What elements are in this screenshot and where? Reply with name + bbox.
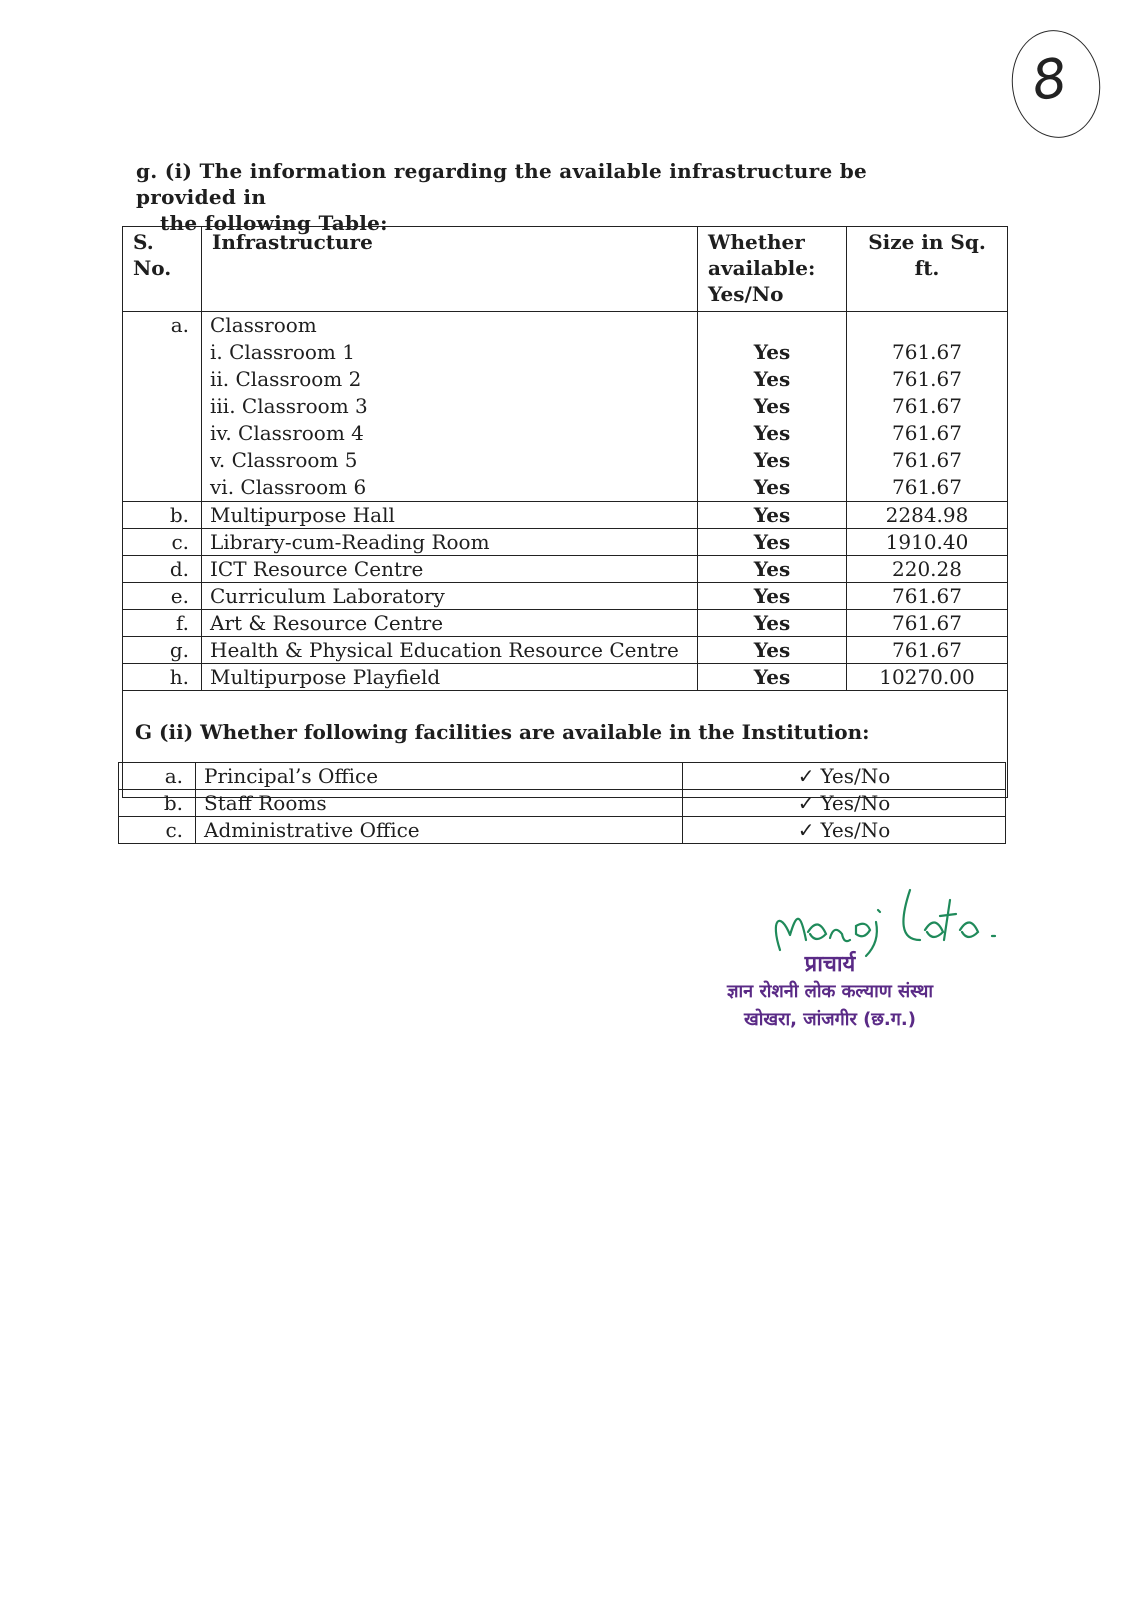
table-row (123, 664, 1008, 691)
header-available: Whether available: Yes/No (698, 227, 847, 312)
row-sno: h. (123, 664, 202, 691)
row-name: ICT Resource Centre (202, 556, 698, 583)
size-value: 761.67 (847, 637, 1008, 664)
facility-sno: c. (119, 817, 196, 844)
size-value: 1910.40 (847, 529, 1008, 556)
available-value: Yes (698, 664, 847, 691)
section-heading (136, 158, 966, 236)
facility-heading: G (ii) Whether following facilities are available in the Institution: (123, 691, 1008, 798)
classroom-item: i. Classroom 1 (210, 340, 355, 364)
size-value: 761.67 (847, 610, 1008, 637)
table-row (123, 610, 1008, 637)
available-value: Yes (753, 367, 791, 391)
row-name: Health & Physical Education Resource Centre (202, 637, 698, 664)
facility-value: Yes/No (820, 764, 891, 788)
page-number: 8 (1028, 45, 1071, 113)
facility-name: Administrative Office (196, 817, 683, 844)
facility-status (683, 790, 1006, 817)
size-value: 761.67 (892, 448, 962, 472)
heading-line-2: the following Table: (160, 211, 388, 235)
available-value: Yes (753, 448, 791, 472)
available-value: Yes (698, 502, 847, 529)
facility-row (119, 790, 1006, 817)
seal-title: प्राचार्य (804, 952, 856, 977)
row-sno: a. (123, 312, 202, 502)
size-value: 761.67 (892, 394, 962, 418)
facility-status (683, 763, 1006, 790)
classroom-item: ii. Classroom 2 (210, 367, 362, 391)
checkmark-icon: ✓ (797, 818, 815, 842)
table-row (123, 637, 1008, 664)
size-value: 220.28 (847, 556, 1008, 583)
available-value: Yes (698, 583, 847, 610)
seal-line-2: खोखरा, जांजगीर (छ.ग.) (744, 1009, 916, 1030)
available-value: Yes (753, 394, 791, 418)
facility-row (119, 763, 1006, 790)
size-value: 761.67 (847, 583, 1008, 610)
size-value: 761.67 (892, 367, 962, 391)
table-row (123, 583, 1008, 610)
row-sno: e. (123, 583, 202, 610)
row-sno: b. (123, 502, 202, 529)
available-value: Yes (753, 475, 791, 499)
classroom-label: Classroom (210, 313, 317, 337)
seal-line-1: ज्ञान रोशनी लोक कल्याण संस्था (726, 981, 933, 1002)
facility-row (119, 817, 1006, 844)
institution-seal (690, 952, 970, 1034)
size-value: 761.67 (892, 340, 962, 364)
size-value: 2284.98 (847, 502, 1008, 529)
row-sno: g. (123, 637, 202, 664)
heading-line-1: g. (i) The information regarding the available infrastructure be provided in (136, 159, 868, 209)
facility-table (118, 762, 1006, 844)
row-name: Art & Resource Centre (202, 610, 698, 637)
classroom-item: iii. Classroom 3 (210, 394, 368, 418)
table-row (123, 529, 1008, 556)
row-name: Multipurpose Hall (202, 502, 698, 529)
facility-name: Staff Rooms (196, 790, 683, 817)
classroom-item: v. Classroom 5 (210, 448, 358, 472)
classroom-item: iv. Classroom 4 (210, 421, 364, 445)
classroom-size-cell (847, 312, 1008, 502)
header-size: Size in Sq. ft. (847, 227, 1008, 312)
classroom-available-cell (698, 312, 847, 502)
checkmark-icon: ✓ (797, 764, 815, 788)
facility-value: Yes/No (820, 791, 891, 815)
facility-value: Yes/No (820, 818, 891, 842)
size-value: 761.67 (892, 475, 962, 499)
available-value: Yes (753, 340, 791, 364)
available-value: Yes (753, 421, 791, 445)
available-value: Yes (698, 556, 847, 583)
facility-sno: b. (119, 790, 196, 817)
size-value: 761.67 (892, 421, 962, 445)
row-sno: c. (123, 529, 202, 556)
row-name: Multipurpose Playfield (202, 664, 698, 691)
table-row (123, 556, 1008, 583)
facility-sno: a. (119, 763, 196, 790)
facility-name: Principal’s Office (196, 763, 683, 790)
table-header-row (123, 227, 1008, 312)
row-name: Library-cum-Reading Room (202, 529, 698, 556)
facility-status (683, 817, 1006, 844)
page-number-circle (1005, 24, 1107, 143)
available-value: Yes (698, 637, 847, 664)
size-value: 10270.00 (847, 664, 1008, 691)
available-value: Yes (698, 529, 847, 556)
header-infrastructure: Infrastructure (202, 227, 698, 312)
checkmark-icon: ✓ (797, 791, 815, 815)
row-sno: f. (123, 610, 202, 637)
header-sno: S. No. (123, 227, 202, 312)
classroom-cell (202, 312, 698, 502)
available-value: Yes (698, 610, 847, 637)
infrastructure-table (122, 226, 1008, 798)
row-sno: d. (123, 556, 202, 583)
classroom-item: vi. Classroom 6 (210, 475, 367, 499)
row-name: Curriculum Laboratory (202, 583, 698, 610)
table-row (123, 502, 1008, 529)
table-row-classroom (123, 312, 1008, 502)
